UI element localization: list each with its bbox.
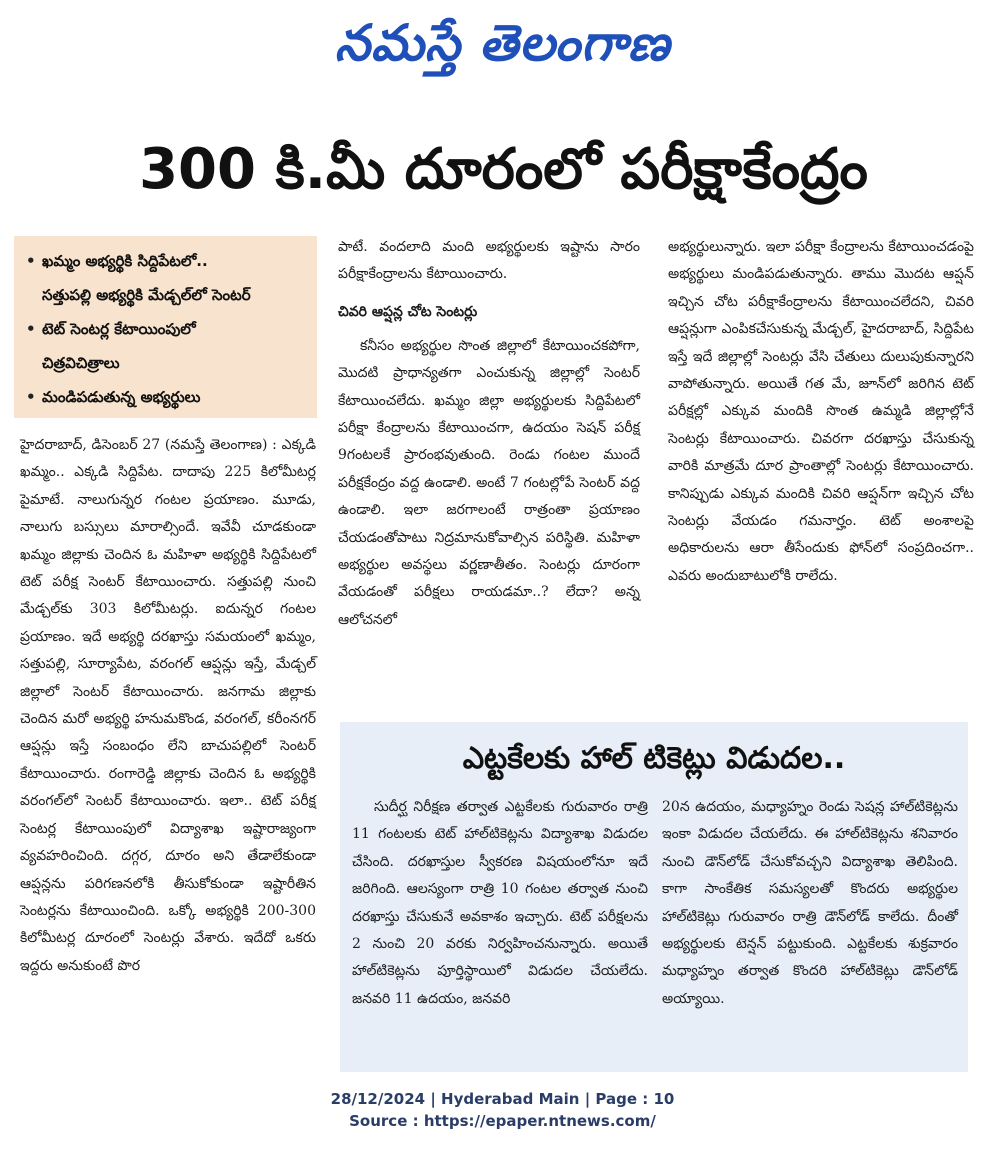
newspaper-masthead <box>0 8 1005 78</box>
article-paragraph: పాటే. వందలాది మంది అభ్యర్థులకు ఇష్టాను సారం పరీక్షాకేంద్రాలను కేటాయించారు. <box>338 239 640 283</box>
highlight-item <box>26 312 309 346</box>
sidebar-column-2 <box>662 794 958 1013</box>
masthead-title: నమస్తే తెలంగాణ <box>334 13 671 72</box>
article-column-1 <box>20 432 316 980</box>
page-footer <box>0 1088 1005 1132</box>
highlights-box <box>14 236 317 418</box>
article-column-3 <box>668 234 974 590</box>
footer-source: Source : https://epaper.ntnews.com/ <box>349 1112 656 1130</box>
sidebar-box-title: ఎట్టకేలకు హాల్ టికెట్లు విడుదల.. <box>462 741 846 776</box>
highlight-text: చిత్రవిచిత్రాలు <box>42 354 120 372</box>
bullet-icon: • <box>26 388 36 406</box>
highlight-item <box>26 244 309 278</box>
article-paragraph: కనీసం అభ్యర్థుల సొంత జిల్లాలో కేటాయించకపోగా, మొదటి ప్రాధాన్యతగా ఎంచుకున్న జిల్లాల్లో సెంటర్ కేటాయించలేదు. ఖమ్మం జిల్లా అభ్యర్థులకు సిద్దిపేటలో పరీక్షా కేంద్రాలను కేటాయించగా, ఉదయం సెషన్ పరీక్ష 9గంటలకే ప్రారంభవుతుంది. రెండు గంటల ముందే పరీక్షకేంద్రం వద్ద ఉండాలి. అంటే 7 గంటల్లోపే సెంటర్ వద్ద ఉండాలి. ఇలా జరగాలంటే రాత్రంతా ప్రయాణం చేయడంతోపాటు నిద్రమానుకోవాల్సిన పరిస్థితి. మహిళా అభ్యర్థుల అవస్థలు వర్ణణాతీతం. సెంటర్లు దూరంగా వేయడంతో పరీక్షలు రాయడమా..? లేదా? అన్న ఆలోచనలో <box>338 337 640 628</box>
article-paragraph: హైదరాబాద్, డిసెంబర్ 27 (నమస్తే తెలంగాణ) : ఎక్కడి ఖమ్మం.. ఎక్కడి సిద్దిపేట. దాదాపు 225 కిలోమీటర్ల పైమాటే. నాలుగున్నర గంటల ప్రయాణం. మూడు, నాలుగు బస్సులు మారాల్సిందే. ఇవేవీ చూడకుండా ఖమ్మం జిల్లాకు చెందిన ఓ మహిళా అభ్యర్థికి సిద్దిపేటలో టెట్ పరీక్ష సెంటర్ కేటాయించారు. సత్తుపల్లి నుంచి మేడ్చల్‌కు 303 కిలోమీటర్లు. ఐదున్నర గంటల ప్రయాణం. ఇదే అభ్యర్థి దరఖాస్తు సమయంలో ఖమ్మం, సత్తుపల్లి, సూర్యాపేట, వరంగల్ ఆప్షన్లు ఇస్తే, మేడ్చల్ జిల్లాలో సెంటర్ కేటాయించారు. జనగామ జిల్లాకు చెందిన మరో అభ్యర్థి హనుమకొండ, వరంగల్, కరీంనగర్ ఆప్షన్లు ఇస్తే సంబంధం లేని బాచుపల్లిలో సెంటర్ కేటాయించారు. రంగారెడ్డి జిల్లాకు చెందిన ఓ అభ్యర్థికి వరంగల్‌లో సెంటర్ కేటాయించారు. ఇలా.. టెట్ పరీక్ష సెంటర్ల కేటాయింపులో విద్యాశాఖ ఇష్టారాజ్యంగా వ్యవహరించింది. దగ్గర, దూరం అని తేడాలేకుండా ఆప్షన్లను పరిగణనలోకి తీసుకోకుండా ఇష్టారీతిన సెంటర్లను కేటాయించింది. ఒక్కో అభ్యర్థికి 200-300 కిలోమీటర్ల దూరంలో సెంటర్లు వేశారు. ఇదేదో ఒకరు ఇద్దరు అనుకుంటే పొర <box>20 437 316 974</box>
article-column-2 <box>338 234 640 634</box>
bullet-icon: • <box>26 320 36 338</box>
highlight-text: మండిపడుతున్న అభ్యర్థులు <box>42 388 201 406</box>
highlight-item <box>26 278 309 312</box>
sidebar-column-1 <box>352 794 648 1013</box>
sidebar-paragraph: సుదీర్ఘ నిరీక్షణ తర్వాత ఎట్టకేలకు గురువారం రాత్రి 11 గంటలకు టెట్ హాల్‌టికెట్లను విద్యాశాఖ విడుదల చేసింది. దరఖాస్తుల స్వీకరణ విషయంలోనూ ఇదే జరిగింది. ఆలస్యంగా రాత్రి 10 గంటల తర్వాత నుంచి దరఖాస్తు చేసుకునే అవకాశం ఇచ్చారు. టెట్ పరీక్షలను 2 నుంచి 20 వరకు నిర్వహించనున్నారు. అయితే హాల్‌టికెట్లను పూర్తిస్థాయిలో విడుదల చేయలేదు. జనవరి 11 ఉదయం, జనవరి <box>352 799 648 1007</box>
highlight-text: సత్తుపల్లి అభ్యర్థికి మేడ్చల్‌లో సెంటర్ <box>42 286 251 304</box>
article-headline: 300 కి.మీ దూరంలో పరీక్షాకేంద్రం <box>139 137 868 202</box>
highlight-item <box>26 380 309 414</box>
bullet-icon: • <box>26 252 36 270</box>
highlight-text: ఖమ్మం అభ్యర్థికి సిద్దిపేటలో.. <box>42 252 208 270</box>
highlight-text: టెట్ సెంటర్ల కేటాయింపులో <box>42 320 196 338</box>
hall-ticket-sidebar-box <box>340 722 968 1072</box>
article-paragraph: అభ్యర్థులున్నారు. ఇలా పరీక్షా కేంద్రాలను కేటాయించడంపై అభ్యర్థులు మండిపడుతున్నారు. తాము మొదట ఆప్షన్ ఇచ్చిన చోట పరీక్షాకేంద్రాలను కేటాయించలేదని, చివరి ఆప్షన్లుగా ఎంపికచేసుకున్న మేడ్చల్, హైదరాబాద్, సిద్దిపేట ఇస్తే ఇదే జిల్లాల్లో సెంటర్లు వేసి చేతులు దులుపుకున్నారని వాపోతున్నారు. అయితే గత మే, జూన్‌లో జరిగిన టెట్ పరీక్షల్లో ఎక్కువ మందికి సొంత ఉమ్మడి జిల్లాల్లోనే సెంటర్లు కేటాయించారు. చివరగా దరఖాస్తు చేసుకున్న వారికి మాత్రమే దూర ప్రాంతాల్లో సెంటర్లు కేటాయించారు. కానిప్పుడు ఎక్కువ మందికి చివరి ఆప్షన్‌గా ఇచ్చిన చోట సెంటర్లు వేయడం గమనార్హం. టెట్ అంశాలపై అధికారులను ఆరా తీసేందుకు ఫోన్‌లో సంప్రదించగా.. ఎవరు అందుబాటులోకి రాలేదు. <box>668 239 974 584</box>
article-subheading: చివరి ఆప్షన్ల చోట సెంటర్లు <box>338 303 478 320</box>
sidebar-paragraph: 20న ఉదయం, మధ్యాహ్నం రెండు సెషన్ల హాల్‌టికెట్లను ఇంకా విడుదల చేయలేదు. ఈ హాల్‌టికెట్లను శనివారం నుంచి డౌన్‌లోడ్ చేసుకోవచ్చని విద్యాశాఖ తెలిపింది. కాగా సాంకేతిక సమస్యలతో కొందరు అభ్యర్థుల హాల్‌టికెట్లు గురువారం రాత్రి డౌన్‌లోడ్ కాలేదు. దీంతో అభ్యర్థులకు టెన్షన్ పట్టుకుంది. ఎట్టకేలకు శుక్రవారం మధ్యాహ్నం తర్వాత కొందరి హాల్‌టికెట్లు డౌన్‌లోడ్ అయ్యాయి. <box>662 799 958 1007</box>
highlight-item <box>26 346 309 380</box>
footer-date-edition: 28/12/2024 | Hyderabad Main | Page : 10 <box>330 1090 675 1108</box>
